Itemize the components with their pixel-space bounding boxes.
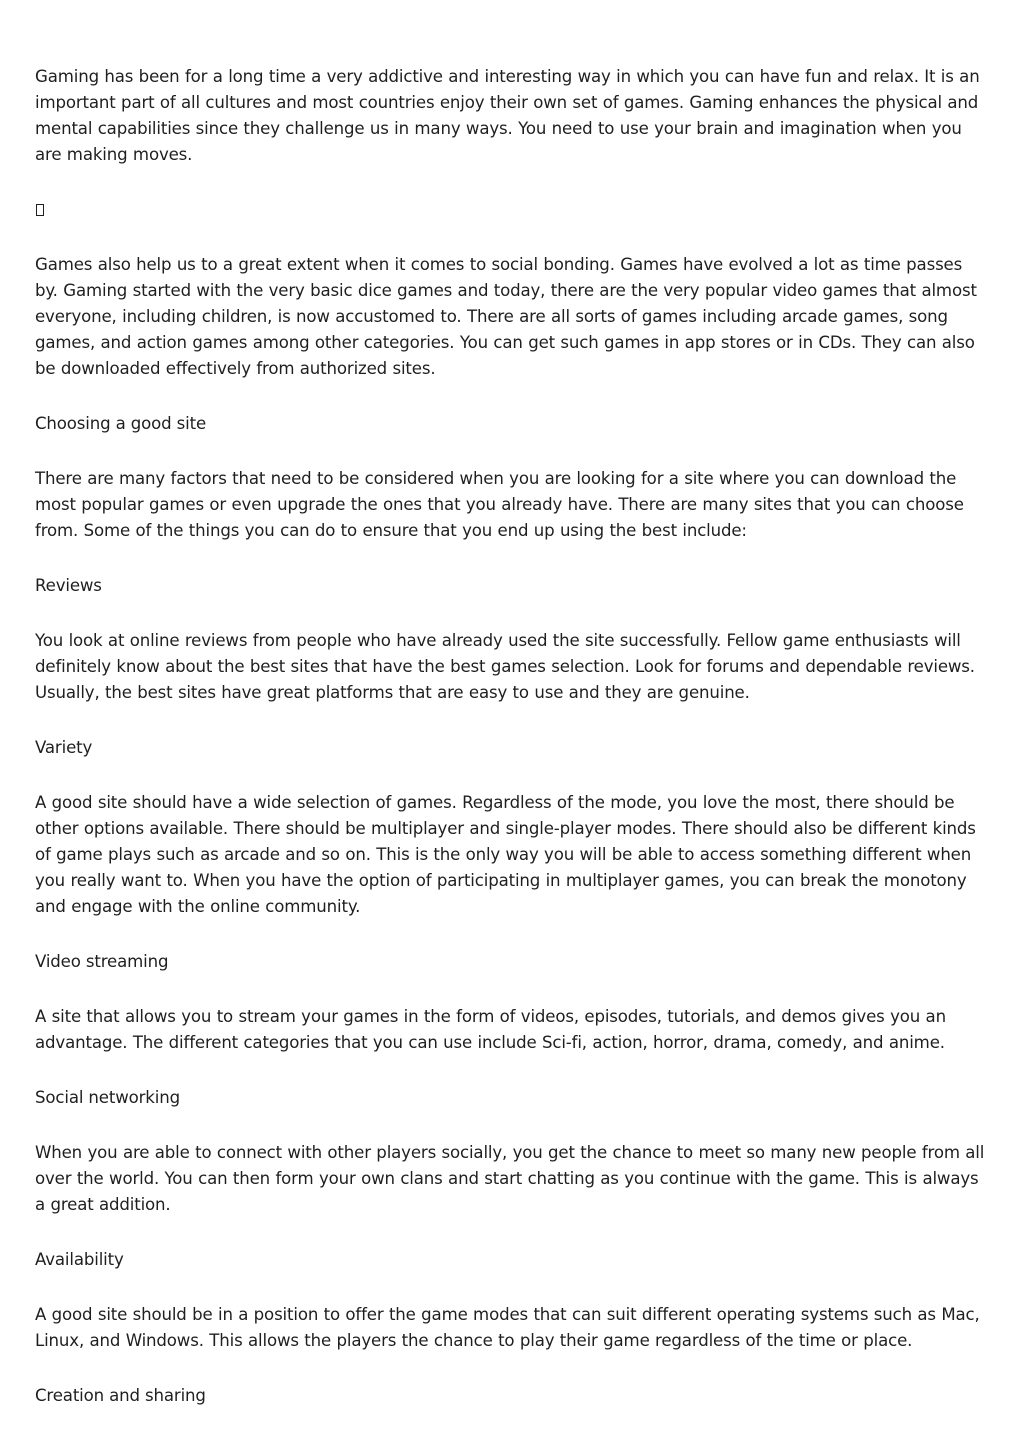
- missing-glyph-icon: [36, 204, 44, 216]
- section-body-video-streaming: A site that allows you to stream your games in the form of videos, episodes, tutorials, and demos gives you an advantage. The different categories that you can use include Sci-fi, action, horror, drama, comedy, and anime.: [35, 1007, 946, 1052]
- section-heading-availability: Availability: [35, 1250, 124, 1269]
- section-heading-social-networking: Social networking: [35, 1088, 180, 1107]
- section-heading-choosing: Choosing a good site: [35, 414, 207, 433]
- document-page: [35, 64, 990, 1438]
- section-heading-creation-sharing: Creation and sharing: [35, 1386, 206, 1405]
- intro-paragraph: Gaming has been for a long time a very addictive and interesting way in which you can have fun and relax. It is an important part of all cultures and most countries enjoy their own set of games. Gaming enhances the physical and mental capabilities since they challenge us in many ways. You need to use your brain and imagination when you are making moves.: [35, 67, 980, 164]
- section-body-choosing: There are many factors that need to be considered when you are looking for a site where you can download the most popular games or even upgrade the ones that you already have. There are many sites that you can choose from. Some of the things you can do to ensure that you end up using the best include:: [35, 469, 964, 540]
- social-bonding-paragraph: Games also help us to a great extent when it comes to social bonding. Games have evolved a lot as time passes by. Gaming started with the very basic dice games and today, there are the very popular video games that almost everyone, including children, is now accustomed to. There are all sorts of games including arcade games, song games, and action games among other categories. You can get such games in app stores or in CDs. They can also be downloaded effectively from authorized sites.: [35, 255, 977, 378]
- section-heading-video-streaming: Video streaming: [35, 952, 169, 971]
- section-body-reviews: You look at online reviews from people who have already used the site successfully. Fellow game enthusiasts will definitely know about the best sites that have the best games selection. Look for forums and dependable reviews. Usually, the best sites have great platforms that are easy to use and they are genuine.: [35, 631, 975, 702]
- missing-glyph-line: [35, 197, 990, 223]
- section-body-availability: A good site should be in a position to offer the game modes that can suit different operating systems such as Mac, Linux, and Windows. This allows the players the chance to play their game regardless of the time or place.: [35, 1305, 980, 1350]
- section-body-social-networking: When you are able to connect with other players socially, you get the chance to meet so many new people from all over the world. You can then form your own clans and start chatting as you continue with the game. This is always a great addition.: [35, 1143, 985, 1214]
- section-heading-variety: Variety: [35, 738, 93, 757]
- section-body-variety: A good site should have a wide selection of games. Regardless of the mode, you love the most, there should be other options available. There should be multiplayer and single-player modes. There should also be different kinds of game plays such as arcade and so on. This is the only way you will be able to access something different when you really want to. When you have the option of participating in multiplayer games, you can break the monotony and engage with the online community.: [35, 793, 976, 916]
- section-heading-reviews: Reviews: [35, 576, 102, 595]
